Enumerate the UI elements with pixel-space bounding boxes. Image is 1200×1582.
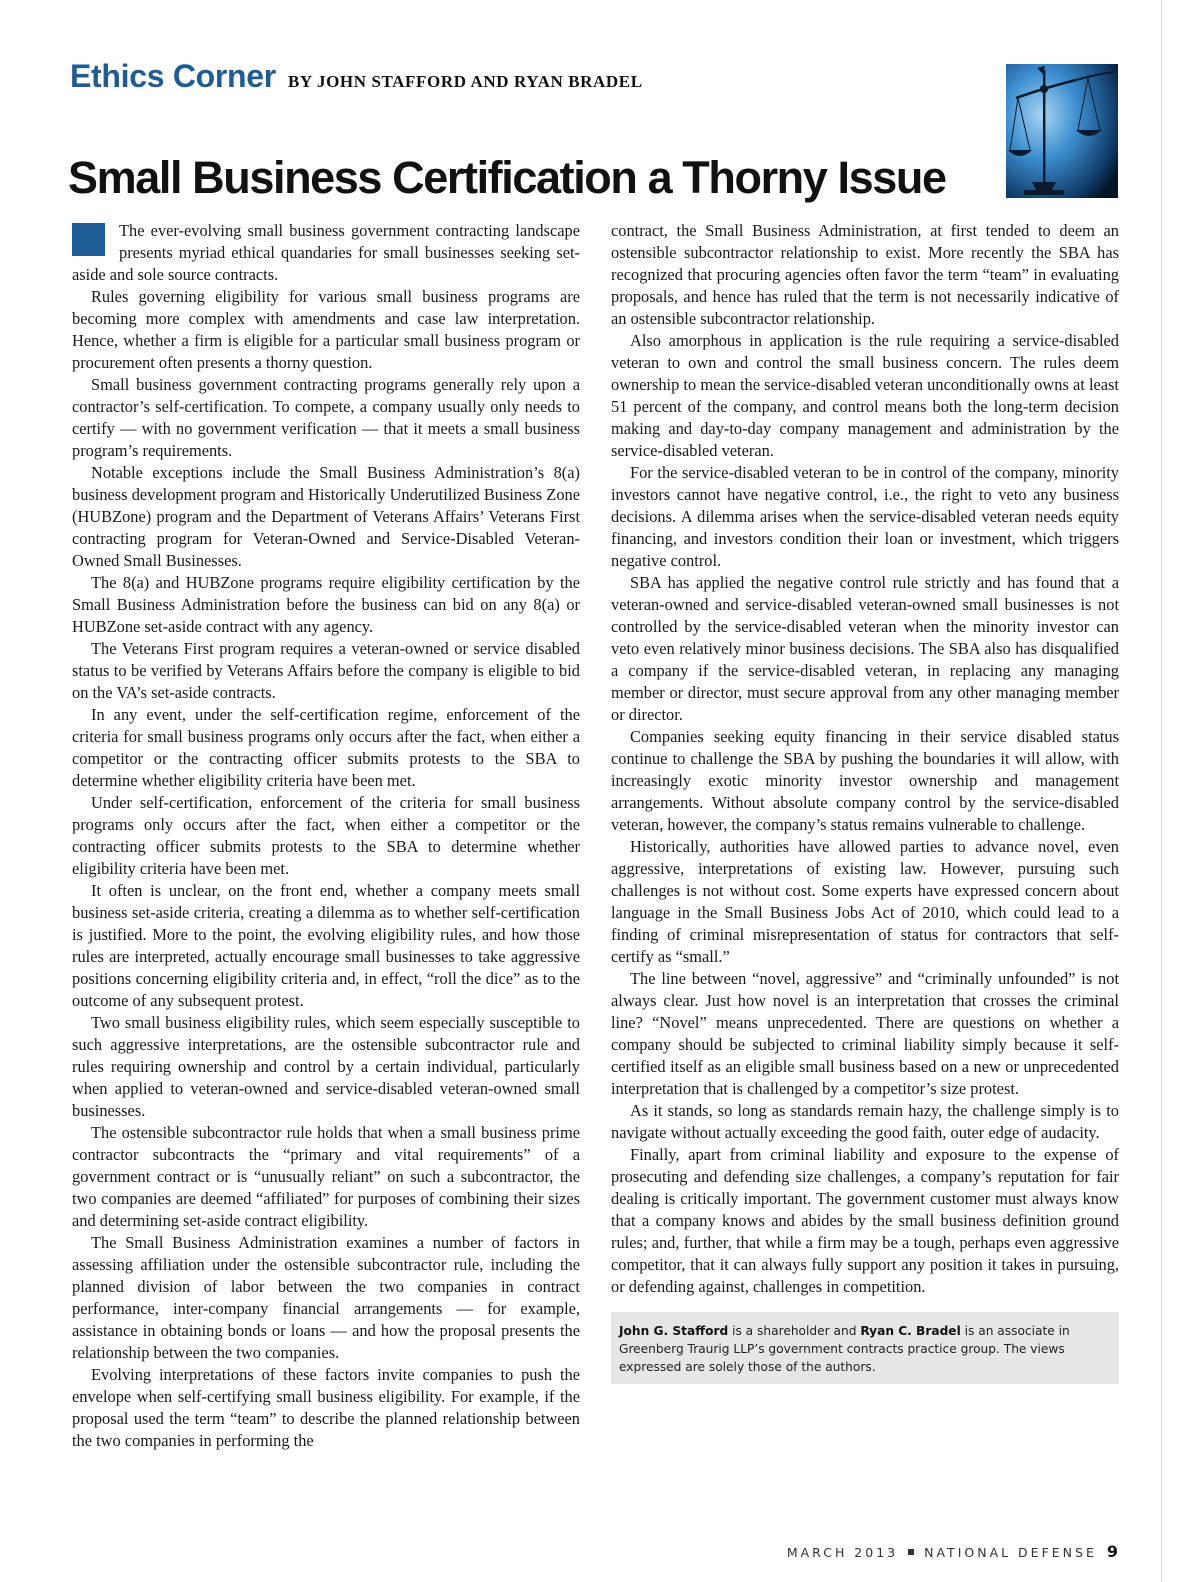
byline: BY JOHN STAFFORD AND RYAN BRADEL	[287, 72, 643, 91]
paragraph-14: contract, the Small Business Administration, at first tended to deem an ostensible subcontractor relationship to exist. More recently the SBA has recognized that procuring agencies often favor the term “team” in evaluating proposals, and hence has ruled that the term is not necessarily indicative of an ostensible subcontractor relationship.	[611, 221, 1119, 328]
bio-text-2: is an associate in Greenberg Traurig LLP’s government contracts practice group. The views expressed are solely those of the authors.	[619, 1324, 1070, 1374]
paragraph-18: Companies seeking equity financing in their service disabled status continue to challenge the SBA by pushing the boundaries it will allow, with increasingly exotic minority investor ownership and management arrangements. Without absolute company control by the service-disabled veteran, however, the company’s status remains vulnerable to challenge.	[611, 727, 1119, 834]
paragraph-11: The ostensible subcontractor rule holds that when a small business prime contractor subcontracts the “primary and vital requirements” of a government contract or is “unusually reliant” on such a subcontractor, the two companies are deemed “affiliated” for purposes of combining their sizes and determining set-aside contract eligibility.	[72, 1123, 580, 1230]
author-name-1: John G. Stafford	[619, 1324, 729, 1338]
paragraph-4: Notable exceptions include the Small Business Administration’s 8(a) business development program and Historically Underutilized Business Zone (HUBZone) program and the Department of Veterans Affairs’ Veterans First contracting program for Veteran-Owned and Service-Disabled Veteran-Owned Small Businesses.	[72, 463, 580, 570]
paragraph-19: Historically, authorities have allowed parties to advance novel, even aggressive, interpretations of existing law. However, pursuing such challenges is not without cost. Some experts have expressed concern about language in the Small Business Jobs Act of 2010, which could lead to a finding of criminal misrepresentation of status for contractors that self-certify as “small.”	[611, 837, 1119, 966]
paragraph-7: In any event, under the self-certification regime, enforcement of the criteria for small business programs only occurs after the fact, when either a competitor or the contracting officer submits protests to the SBA to determine whether eligibility criteria have been met.	[72, 705, 580, 790]
paragraph-10: Two small business eligibility rules, which seem especially susceptible to such aggressive interpretations, are the ostensible subcontractor rule and rules requiring ownership and control by a certain individual, particularly when applied to veteran-owned and service-disabled veteran-owned small businesses.	[72, 1013, 580, 1120]
bio-text-1: is a shareholder and	[728, 1324, 861, 1338]
page-edge-divider	[1161, 0, 1162, 1582]
page-footer	[787, 1542, 1118, 1561]
paragraph-8: Under self-certification, enforcement of the criteria for small business programs only occurs after the fact, when either a competitor or the contracting officer submits protests to the SBA to determine whether eligibility criteria have been met.	[72, 793, 580, 878]
author-bio-box	[611, 1312, 1119, 1384]
paragraph-12: The Small Business Administration examines a number of factors in assessing affiliation under the ostensible subcontractor rule, including the planned division of labor between the two companies in contract performance, inter-company financial arrangements — for example, assistance in obtaining bonds or loans — and how the proposal presents the relationship between the two companies.	[72, 1233, 580, 1362]
headline: Small Business Certification a Thorny Issue	[68, 152, 946, 203]
left-column	[72, 220, 580, 1452]
paragraph-13: Evolving interpretations of these factors invite companies to push the envelope when self-certifying small business eligibility. For example, if the proposal used the term “team” to describe the planned relationship between the two companies in performing the	[72, 1365, 580, 1450]
paragraph-3: Small business government contracting programs generally rely upon a contractor’s self-certification. To compete, a company usually only needs to certify — with no government verification — that it meets a small business program’s requirements.	[72, 375, 580, 460]
author-name-2: Ryan C. Bradel	[860, 1324, 961, 1338]
scales-of-justice-icon	[1006, 64, 1118, 198]
bullet-separator	[908, 1549, 914, 1555]
paragraph-9: It often is unclear, on the front end, whether a company meets small business set-aside criteria, creating a dilemma as to whether self-certification is justified. More to the point, the evolving eligibility rules, and how those rules are interpreted, actually encourage small businesses to take aggressive positions concerning eligibility criteria and, in effect, “roll the dice” as to the outcome of any subsequent protest.	[72, 881, 580, 1010]
paragraph-20: The line between “novel, aggressive” and “criminally unfounded” is not always clear. Just how novel is an interpretation that crosses the criminal line? “Novel” means unprecedented. There are questions on whether a company should be subjected to criminal liability simply because it self-certified itself as an eligible small business based on a new or unprecedented interpretation that is challenged by a competitor’s size protest.	[611, 969, 1119, 1098]
paragraph-2: Rules governing eligibility for various small business programs are becoming more complex with amendments and case law interpretation. Hence, whether a firm is eligible for a particular small business program or procurement often presents a thorny question.	[72, 287, 580, 372]
issue-date: MARCH 2013	[786, 1545, 899, 1560]
paragraph-22: Finally, apart from criminal liability and exposure to the expense of prosecuting and defending size challenges, a company’s reputation for fair dealing is critically important. The government customer must always know that a company knows and abides by the small business definition ground rules; and, further, that while a firm may be a tough, perhaps even aggressive competitor, that it can always fully support any position it takes in pursuing, or defending against, challenges in competition.	[611, 1145, 1119, 1296]
page-number: 9	[1106, 1542, 1118, 1561]
paragraph-1-text: The ever-evolving small business government contracting landscape presents myriad ethical quandaries for small businesses seeking set-aside and sole source contracts.	[72, 221, 580, 284]
paragraph-6: The Veterans First program requires a veteran-owned or service disabled status to be verified by Veterans Affairs before the company is eligible to bid on the VA’s set-aside contracts.	[72, 639, 580, 702]
paragraph-15: Also amorphous in application is the rule requiring a service-disabled veteran to own and control the small business concern. The rules deem ownership to mean the service-disabled veteran unconditionally owns at least 51 percent of the company, and control means both the long-term decision making and day-to-day company management and administration by the service-disabled veteran.	[611, 331, 1119, 460]
article-header	[70, 58, 643, 95]
right-column	[611, 220, 1119, 1384]
drop-cap-square	[72, 223, 105, 256]
paragraph-21: As it stands, so long as standards remain hazy, the challenge simply is to navigate without actually exceeding the good faith, outer edge of audacity.	[611, 1101, 1119, 1142]
paragraph-17: SBA has applied the negative control rule strictly and has found that a veteran-owned and service-disabled veteran-owned small businesses is not controlled by the service-disabled veteran when the minority investor can veto even relatively minor business decisions. The SBA also has disqualified a company if the service-disabled veteran, in replacing any managing member or director, must secure approval from any other managing member or director.	[611, 573, 1119, 724]
column-name: Ethics Corner	[70, 58, 276, 94]
paragraph-5: The 8(a) and HUBZone programs require eligibility certification by the Small Business Administration before the business can bid on any 8(a) or HUBZone set-aside contract with any agency.	[72, 573, 580, 636]
paragraph-16: For the service-disabled veteran to be in control of the company, minority investors cannot have negative control, i.e., the right to veto any business decisions. A dilemma arises when the service-disabled veteran needs equity financing, and investors condition their loan or investment, which triggers negative control.	[611, 463, 1119, 570]
paragraph-1	[72, 220, 580, 286]
publication-name: NATIONAL DEFENSE	[924, 1545, 1097, 1560]
